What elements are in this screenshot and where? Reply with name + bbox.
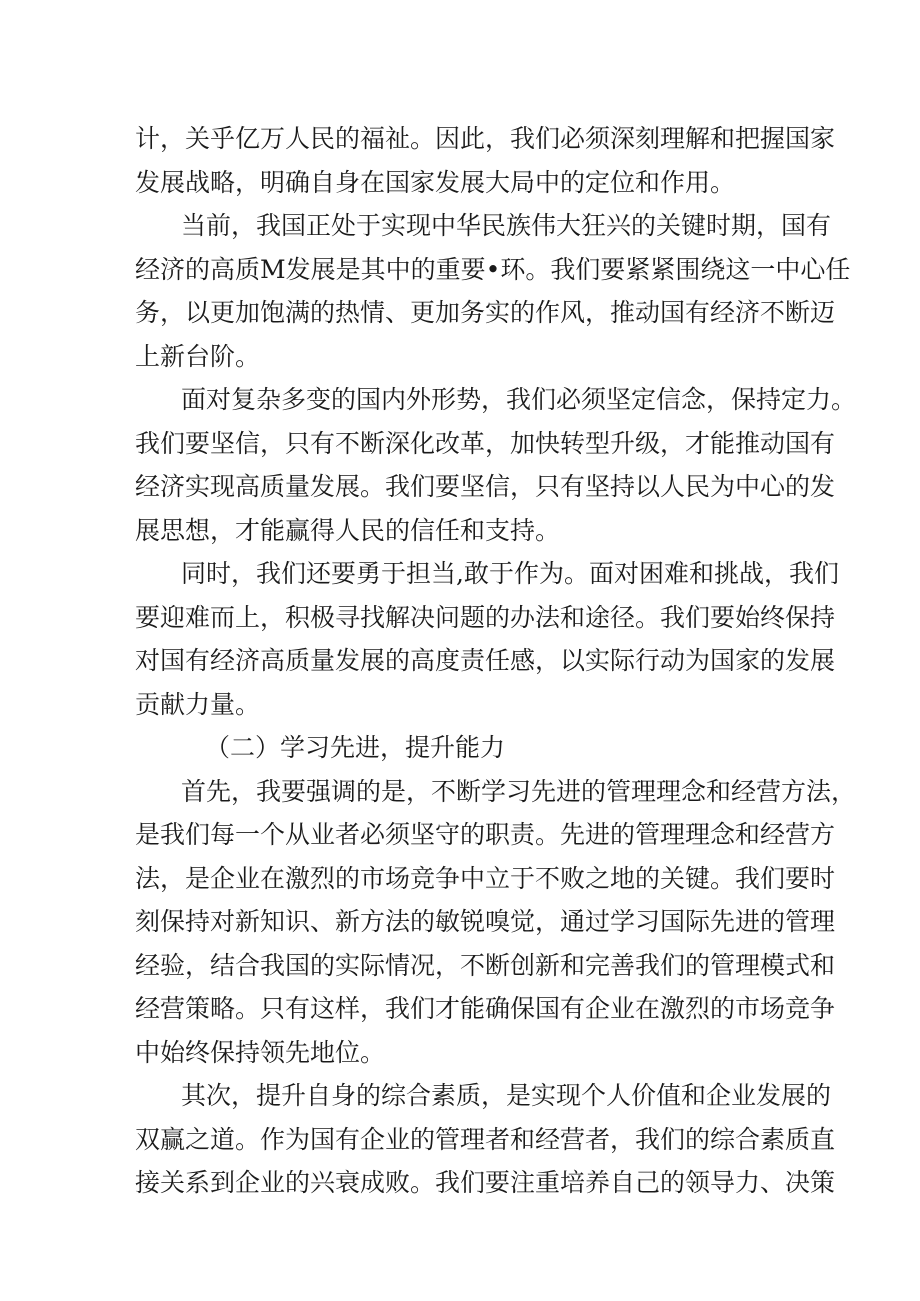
text-line-20: 经验，结合我国的实际情况，不断创新和完善我们的管理模式和: [135, 950, 836, 980]
text-line-17: 是我们每一个从业者必须坚守的职责。先进的管理理念和经营方: [135, 820, 836, 849]
text-line-19: 刻保持对新知识、新方法的敏锐嗅觉，通过学习国际先进的管理: [135, 907, 836, 936]
text-line-9: 经济实现高质量发展。我们要坚信，只有坚持以人民为中心的发: [135, 472, 836, 501]
text-line-8: 我们要坚信，只有不断深化改革，加快转型升级，才能推动国有: [135, 428, 836, 458]
text-line-18: 法，是企业在激烈的市场竞争中立于不败之地的关键。我们要时: [135, 863, 836, 893]
text-line-12: 要迎难而上，积极寻找解决问题的办法和途径。我们要始终保持: [135, 602, 836, 632]
text-line-13: 对国有经济高质量发展的高度责任感，以实际行动为国家的发展: [135, 646, 836, 675]
text-line-6: 上新台阶。: [135, 341, 261, 371]
text-line-1: 计，关乎亿万人民的福祉。因此，我们必须深刻理解和把握国家: [135, 124, 836, 153]
document-body: [135, 117, 857, 1205]
text-line-25: 接关系到企业的兴衰成败。我们要注重培养自己的领导力、决策: [135, 1168, 836, 1197]
text-line-21: 经营策略。只有这样，我们才能确保国有企业在激烈的市场竞争: [135, 994, 836, 1023]
text-line-16: 首先，我要强调的是，不断学习先进的管理理念和经营方法，: [181, 776, 857, 806]
section-heading: （二）学习先进，提升能力: [205, 733, 506, 762]
text-line-3: 当前，我国正处于实现中华民族伟大狂兴的关键时期，国有: [181, 211, 832, 240]
text-line-4: 经济的高质M发展是其中的重要•环。我们要紧紧围绕这一中心任: [135, 254, 851, 284]
text-line-11: 同时，我们还要勇于担当,敢于作为。面对困难和挑战，我们: [181, 559, 839, 588]
text-line-10: 展思想，才能赢得人民的信任和支持。: [135, 515, 561, 545]
text-line-24: 双赢之道。作为国有企业的管理者和经营者，我们的综合素质直: [135, 1124, 836, 1154]
text-line-5: 务，以更加饱满的热情、更加务实的作风，推动国有经济不断迈: [135, 298, 836, 327]
text-line-22: 中始终保持领先地位。: [135, 1037, 386, 1067]
text-line-7: 面对复杂多变的国内外形势，我们必须坚定信念，保持定力。: [181, 385, 857, 414]
text-line-2: 发展战略，明确自身在国家发展大局中的定位和作用。: [135, 167, 736, 197]
text-line-23: 其次，提升自身的综合素质，是实现个人价值和企业发展的: [181, 1081, 832, 1110]
text-line-14: 贡献力量。: [135, 689, 261, 719]
